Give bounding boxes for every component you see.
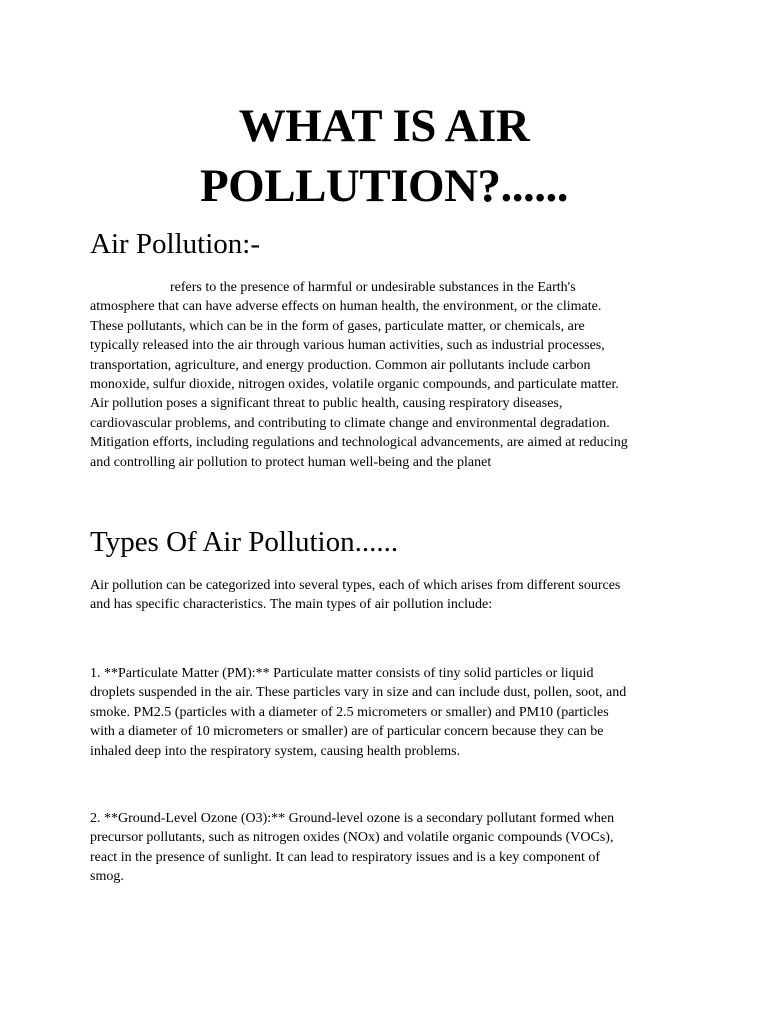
paragraph-line: refers to the presence of harmful or undesirable substances in the Earth's <box>170 280 576 295</box>
paragraph-line: and controlling air pollution to protect human well-being and the planet <box>90 454 492 470</box>
page-title <box>0 96 768 216</box>
types-intro-paragraph <box>90 576 690 615</box>
section-heading-air-pollution: Air Pollution:- <box>90 228 260 260</box>
paragraph-line: smog. <box>90 869 124 885</box>
page-title-line-2: POLLUTION?...... <box>199 160 569 212</box>
paragraph-line: transportation, agriculture, and energy production. Common air pollutants include carbon <box>90 357 591 373</box>
paragraph-line: smoke. PM2.5 (particles with a diameter of 2.5 micrometers or smaller) and PM10 (particles <box>90 704 609 720</box>
paragraph-line: precursor pollutants, such as nitrogen oxides (NOx) and volatile organic compounds (VOCs), <box>90 830 614 846</box>
paragraph-line: react in the presence of sunlight. It can lead to respiratory issues and is a key component of <box>90 849 601 865</box>
paragraph-line: and has specific characteristics. The main types of air pollution include: <box>90 597 493 613</box>
paragraph-line: Air pollution poses a significant threat to public health, causing respiratory diseases, <box>90 396 563 412</box>
definition-paragraph <box>90 278 690 472</box>
paragraph-line: Air pollution can be categorized into several types, each of which arises from different sources <box>90 578 621 593</box>
list-item-ground-level-ozone <box>90 809 690 887</box>
page-title-line-1: WHAT IS AIR <box>238 100 530 152</box>
paragraph-line: Mitigation efforts, including regulations and technological advancements, are aimed at reducing <box>90 435 628 451</box>
list-item-particulate-matter <box>90 664 690 761</box>
paragraph-line: inhaled deep into the respiratory system, causing health problems. <box>90 743 461 759</box>
paragraph-line: with a diameter of 10 micrometers or smaller) are of particular concern because they can be <box>90 724 604 740</box>
paragraph-line: droplets suspended in the air. These particles vary in size and can include dust, pollen, soot, and <box>90 685 627 701</box>
section-heading-types: Types Of Air Pollution...... <box>90 526 399 558</box>
paragraph-line: atmosphere that can have adverse effects on human health, the environment, or the climate. <box>90 299 602 315</box>
paragraph-line: cardiovascular problems, and contributing to climate change and environmental degradation. <box>90 415 610 431</box>
paragraph-line: typically released into the air through various human activities, such as industrial processes, <box>90 338 605 354</box>
paragraph-line: monoxide, sulfur dioxide, nitrogen oxides, volatile organic compounds, and particulate matter. <box>90 377 619 393</box>
paragraph-line: These pollutants, which can be in the form of gases, particulate matter, or chemicals, are <box>90 318 585 334</box>
paragraph-line: 1. **Particulate Matter (PM):** Particulate matter consists of tiny solid particles or liquid <box>90 666 594 681</box>
paragraph-line: 2. **Ground-Level Ozone (O3):** Ground-level ozone is a secondary pollutant formed when <box>90 811 615 826</box>
